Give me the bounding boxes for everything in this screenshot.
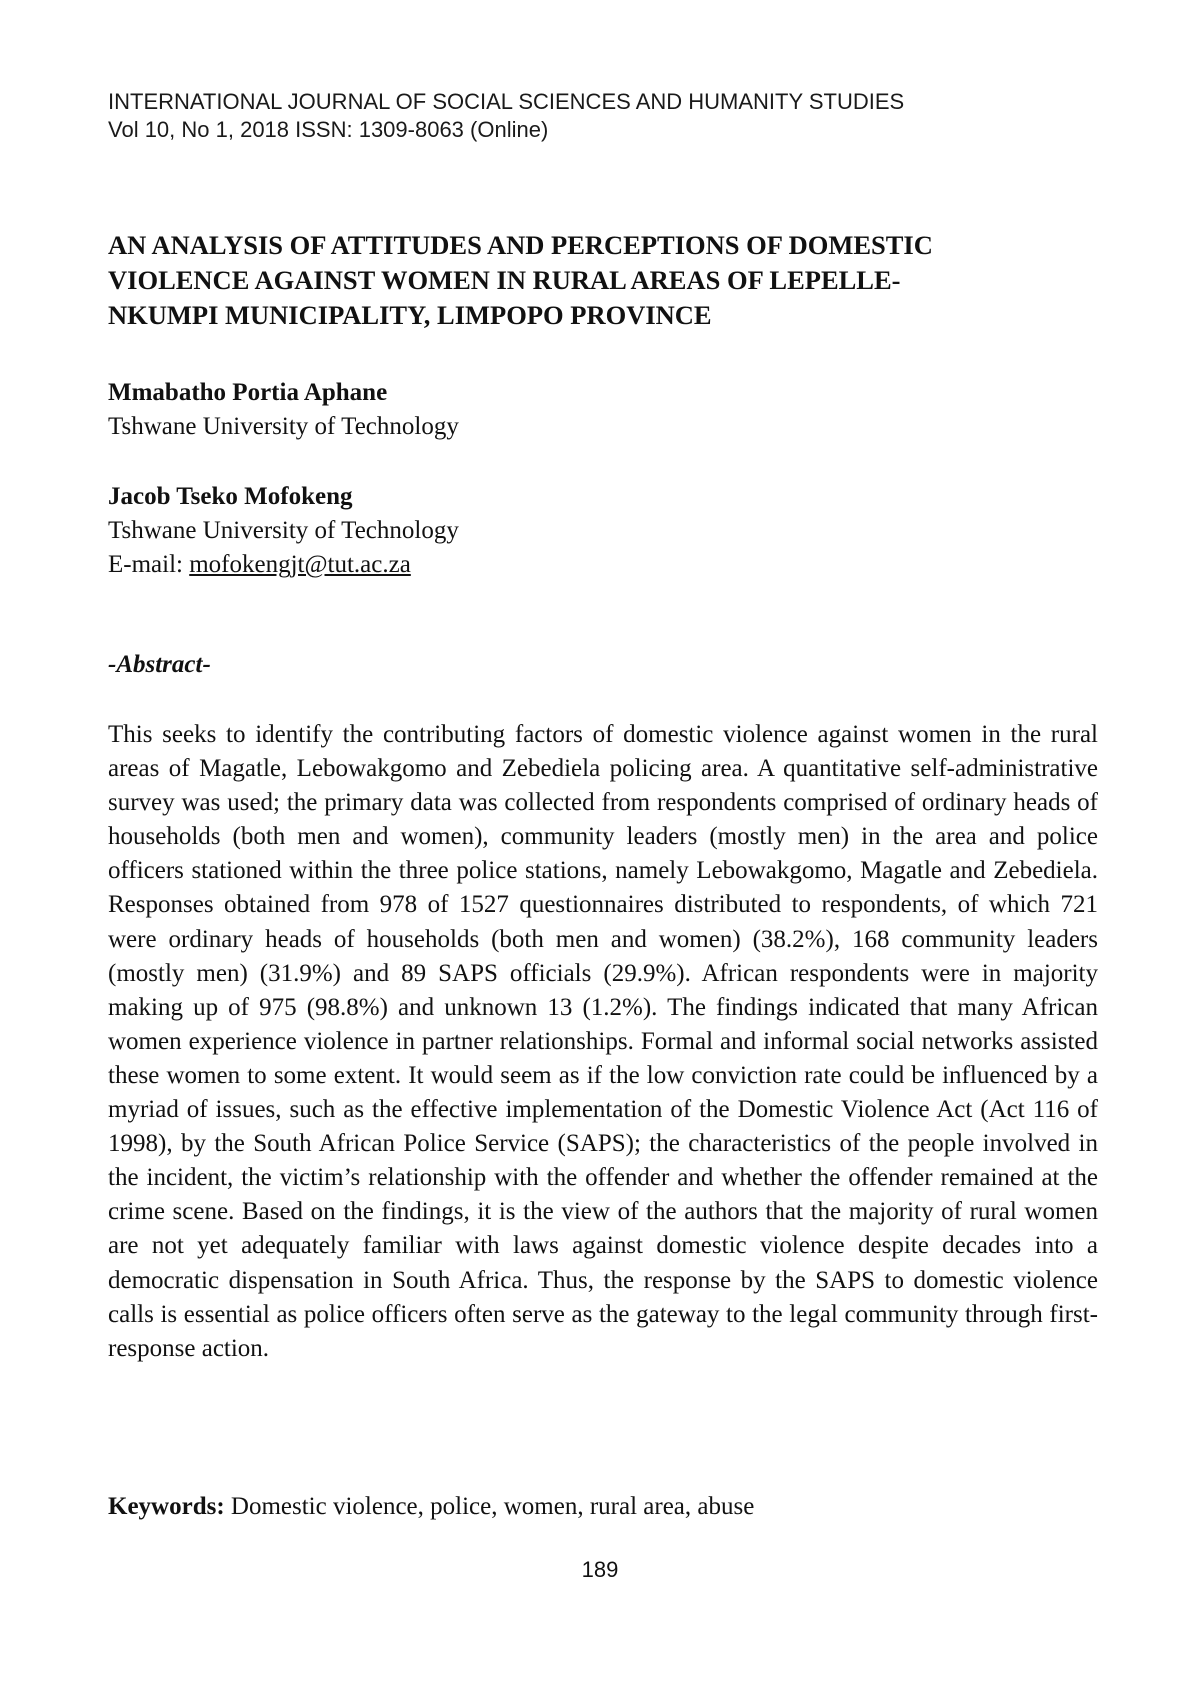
title-line: VIOLENCE AGAINST WOMEN IN RURAL AREAS OF LEPELLE- (108, 265, 901, 295)
keywords-values: Domestic violence, police, women, rural area, abuse (224, 1493, 755, 1520)
author-email-line (108, 548, 908, 582)
abstract-heading: -Abstract- (108, 651, 211, 678)
author-name: Jacob Tseko Mofokeng (108, 483, 353, 510)
author-affiliation: Tshwane University of Technology (108, 517, 459, 544)
email-link[interactable]: mofokengjt@tut.ac.za (189, 551, 411, 578)
author-name: Mmabatho Portia Aphane (108, 379, 388, 406)
title-line: NKUMPI MUNICIPALITY, LIMPOPO PROVINCE (108, 300, 712, 330)
abstract-text: This seeks to identify the contributing factors of domestic violence against women in the rural areas of Magatle, Lebowakgomo and Zebediela policing area. A quantitative self-administrative survey was used; the primary data was collected from respondents comprised of ordinary heads of households (both men and women), community leaders (mostly men) in the area and police officers stationed within the three police stations, namely Lebowakgomo, Magatle and Zebediela. Responses obtained from 978 of 1527 questionnaires distributed to respondents, of which 721 were ordinary heads of households (both men and women) (38.2%), 168 community leaders (mostly men) (31.9%) and 89 SAPS officials (29.9%). African respondents were in majority making up of 975 (98.8%) and unknown 13 (1.2%). The findings indicated that many African women experience violence in partner relationships. Formal and informal social networks assisted these women to some extent. It would seem as if the low conviction rate could be influenced by a myriad of issues, such as the effective implementation of the Domestic Violence Act (Act 116 of 1998), by the South African Police Service (SAPS); the characteristics of the people involved in the incident, the victim’s relationship with the offender and whether the offender remained at the crime scene. Based on the findings, it is the view of the authors that the majority of rural women are not yet adequately familiar with laws against domestic violence despite decades into a democratic dispensation in South Africa. Thus, the response by the SAPS to domestic violence calls is essential as police officers often serve as the gateway to the legal community through first-response action. (108, 721, 1098, 1362)
keywords-label: Keywords: (108, 1493, 225, 1520)
author-affiliation: Tshwane University of Technology (108, 413, 459, 440)
keywords-line (108, 1490, 1098, 1524)
author-block-2 (108, 480, 908, 582)
paper-title (108, 228, 1098, 333)
author-block-1 (108, 376, 908, 444)
volume-info: Vol 10, No 1, 2018 ISSN: 1309-8063 (Online) (108, 117, 549, 142)
journal-header (108, 88, 1108, 144)
title-line: AN ANALYSIS OF ATTITUDES AND PERCEPTIONS OF DOMESTIC (108, 230, 933, 260)
email-label: E-mail: (108, 551, 190, 578)
journal-name: INTERNATIONAL JOURNAL OF SOCIAL SCIENCES AND HUMANITY STUDIES (108, 89, 905, 114)
page-number: 189 (581, 1557, 619, 1582)
